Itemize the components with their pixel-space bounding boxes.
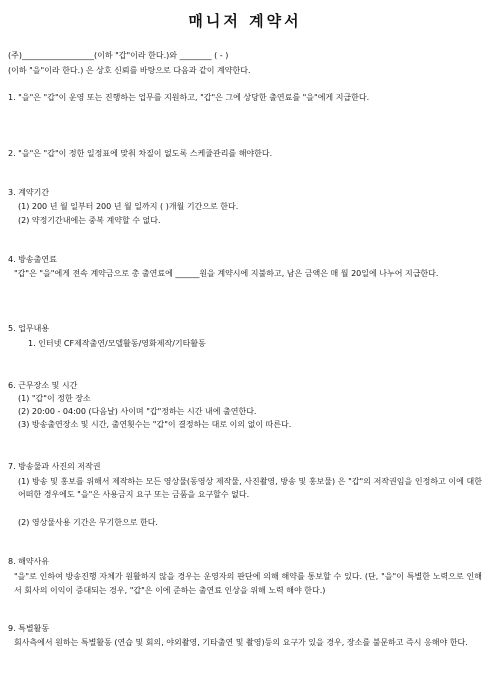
section-1-text: 1. "을"은 "갑"이 운영 또는 진행하는 업무를 지원하고, "갑"은 그에 상당한 출연료를 "을"에게 지급한다. — [8, 93, 370, 102]
section-3-item-1: (1) 200 년 월 일부터 200 년 월 일까지 ( )개월 기간으로 한다. — [18, 202, 239, 211]
section-9-heading: 9. 특별활동 — [8, 624, 50, 633]
section-4-heading: 4. 방송출연료 — [8, 255, 57, 264]
section-5-item-1: 1. 인터넷 CF제작출연/모델활동/영화제작/기타활동 — [28, 339, 206, 348]
section-3-heading: 3. 계약기간 — [8, 188, 50, 197]
section-3-item-2: (2) 약정기간내에는 중복 계약할 수 없다. — [18, 216, 161, 225]
intro-agreement-line: (이하 "을"이라 한다.) 은 상호 신뢰를 바탕으로 다음과 같이 계약한다. — [8, 66, 251, 75]
section-4-text: "갑"은 "을"에게 전속 계약금으로 총 출연료에 ______원을 계약시에 지불하고, 남은 금액은 매 월 20일에 나누어 지급한다. — [14, 269, 439, 278]
section-2-text: 2. "을"은 "갑"이 정한 일정표에 맞춰 차질이 없도록 스케쥴관리를 해야한다. — [8, 149, 273, 158]
section-8-heading: 8. 해약사유 — [8, 557, 50, 566]
section-8-text: "을"로 인하여 방송진행 자체가 원활하지 않을 경우는 운영자의 판단에 의해 해약를 통보할 수 있다. (단, "을"이 특별한 노력으로 인해서 회사의 이익이 증대되는 경우, "갑"은 이에 준하는 출연료 인상을 위해 노력 해야 한다.) — [14, 572, 482, 595]
section-7-heading: 7. 방송물과 사진의 저작권 — [8, 462, 101, 471]
section-6-item-2: (2) 20:00 - 04:00 (다음날) 사이며 "갑"정하는 시간 내에 출연한다. — [18, 407, 257, 416]
document-title: 매니저 계약서 — [188, 12, 302, 30]
section-9-text: 회사측에서 원하는 특별활동 (연습 및 회의, 야외촬영, 기타출연 및 촬영)등의 요구가 있을 경우, 장소를 불문하고 즉시 응해야 한다. — [14, 638, 468, 647]
section-7-item-1: (1) 방송 및 홍보를 위해서 제작하는 모든 영상물(동영상 제작물, 사진촬영, 방송 및 홍보물) 은 "갑"의 저작권임을 인정하고 이에 대한 어떠한 경우에도 "을"은 사용금지 요구 또는 금품을 요구할수 없다. — [18, 477, 482, 499]
section-6-heading: 6. 근무장소 및 시간 — [8, 381, 78, 390]
section-5-heading: 5. 업무내용 — [8, 324, 50, 333]
section-7-item-2: (2) 영상물사용 기간은 무기한으로 한다. — [18, 518, 158, 527]
section-6-item-1: (1) "갑"이 정한 장소 — [18, 394, 91, 403]
section-6-item-3: (3) 방송출연장소 및 시간, 출연횟수는 "갑"이 결정하는 대로 이의 없이 따른다. — [18, 420, 292, 429]
intro-party-line: (주)__________________(이하 "갑"이라 한다.)와 ________ ( - ) — [8, 51, 229, 60]
